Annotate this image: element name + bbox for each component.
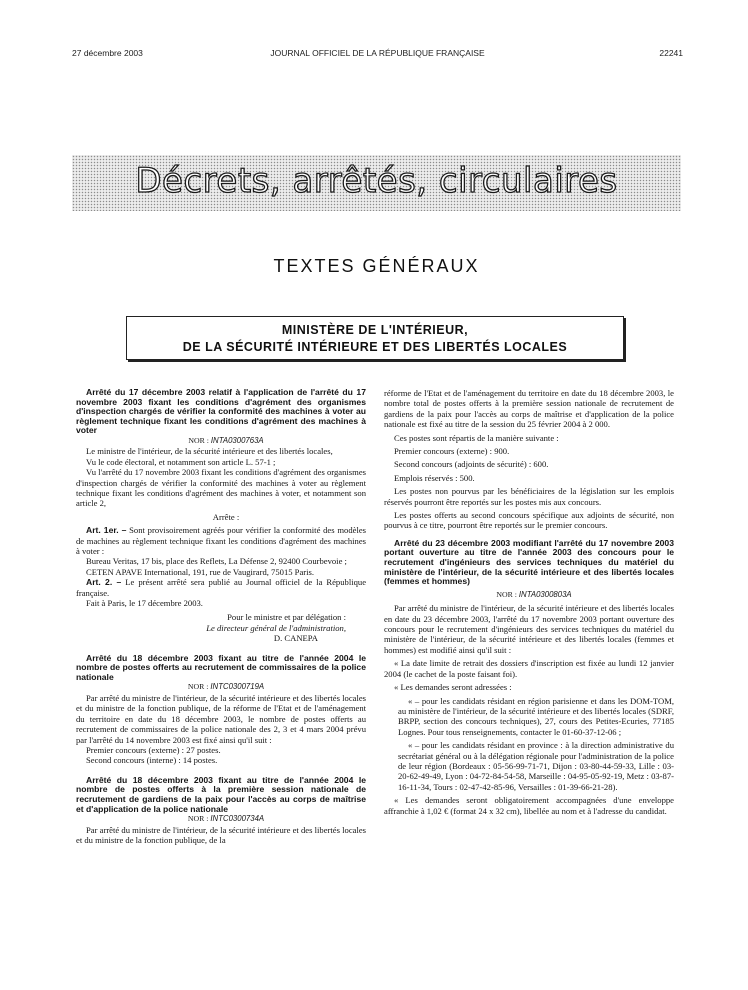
- header-journal-title: JOURNAL OFFICIEL DE LA RÉPUBLIQUE FRANÇAISE: [270, 48, 485, 58]
- paragraph: Les postes offerts au second concours spécifique aux adjoints de sécurité, non pourvus à ce titre, pourront être reportés sur le premier concours.: [384, 510, 674, 531]
- paragraph: Vu l'arrêté du 17 novembre 2003 fixant les conditions d'agrément des organismes d'inspection chargés de vérifier la conformité des machines à voter au règlement technique fixant les conditions d'agrément des machines à voter, et notamment son article 2,: [76, 467, 366, 509]
- paragraph: Second concours (adjoints de sécurité) : 600.: [394, 459, 549, 470]
- nor-code: INTA0300803A: [518, 589, 572, 599]
- signature-name: D. CANEPA: [273, 633, 318, 644]
- article-title: Arrêté du 17 décembre 2003 relatif à l'application de l'arrêté du 17 novembre 2003 fixant les conditions d'agrément des organismes d'inspection chargés de vérifier la conformité des machines à voter au règlement technique fixant les conditions d'agrément des machines à voter: [76, 387, 366, 436]
- paragraph: Par arrêté du ministre de l'intérieur, de la sécurité intérieure et des libertés locales en date du 23 décembre 2003, l'arrêté du 17 novembre 2003 portant ouverture des concours pour le recrutement d'ingénieurs des services techniques du matériel du ministère de l'intérieur, de la sécurité intérieure et des libertés locales (femmes et hommes) est modifié ainsi qu'il suit :: [384, 603, 674, 655]
- article-title: Arrêté du 18 décembre 2003 fixant au titre de l'année 2004 le nombre de postes offerts à la première session nationale de recrutement de gardiens de la paix pour l'accès au corps de maîtrise et d'application de la police nationale: [76, 774, 366, 814]
- paragraph: Ces postes sont répartis de la manière suivante :: [394, 432, 559, 443]
- arrete-label: Arrête :: [212, 511, 240, 522]
- paragraph: Les postes non pourvus par les bénéficiaires de la législation sur les emplois réservés pourront être reportés sur les postes mis aux concours.: [384, 486, 674, 507]
- nor-label: NOR :: [187, 682, 209, 692]
- paragraph: Fait à Paris, le 17 décembre 2003.: [86, 598, 203, 609]
- paragraph: Par arrêté du ministre de l'intérieur, de la sécurité intérieure et des libertés locales et du ministre de la fonction publique, de la: [76, 824, 366, 845]
- paragraph: Emplois réservés : 500.: [394, 472, 475, 483]
- nor-label: NOR :: [188, 435, 209, 445]
- nor-line: [76, 682, 366, 692]
- list-item: « – pour les candidats résidant en province : à la direction administrative du secrétariat général ou à la délégation régionale pour l'administration de la police de leur région (Bordeaux : 05-56-99-71-71, Dijon : 03-80-44-59-33, Lille : 03-20-62-49-49, Lyon : 04-72-84-54-58, Marseille : 04-95-05-92-19, Metz : 03-87-16-11-34, Tours : 02-47-42-85-96, Versailles : 01-39-66-21-28).: [398, 740, 674, 792]
- nor-line: [76, 436, 366, 446]
- paragraph: « Les demandes seront obligatoirement accompagnées d'une enveloppe affranchie à 1,02 € (format 24 x 32 cm), libellée au nom et à l'adresse du candidat.: [384, 795, 674, 816]
- nor-code: INTC0300734A: [210, 814, 265, 824]
- section-heading: TEXTES GÉNÉRAUX: [273, 256, 480, 276]
- header-date: 27 décembre 2003: [72, 48, 143, 58]
- paragraph: CETEN APAVE International, 191, rue de Vaugirard, 75015 Paris.: [86, 566, 315, 577]
- banner-title: Décrets, arrêtés, circulaires: [135, 161, 618, 201]
- nor-line: [384, 590, 674, 600]
- list-item: « – pour les candidats résidant en région parisienne et dans les DOM-TOM, au ministère de l'intérieur, de la sécurité intérieure et des libertés locales (SDRF, BRPP, section des concours techniques), 27, cours des Petites-Ecuries, 77185 Lognes. Pour tous renseignements, contacter le 01-60-37-12-06 ;: [398, 695, 674, 737]
- paragraph: réforme de l'Etat et de l'aménagement du territoire en date du 18 décembre 2003, le nombre total de postes offerts à la première session nationale de recrutement de gardiens de la paix pour l'accès au corps de maîtrise et d'application de la police nationale est fixé au titre de la session du 25 février 2004 à 2 000.: [384, 388, 674, 430]
- paragraph: « La date limite de retrait des dossiers d'inscription est fixée au lundi 12 janvier 2004 (le cachet de la poste faisant foi).: [384, 658, 674, 679]
- paragraph: Vu le code électoral, et notamment son article L. 57-1 ;: [86, 456, 276, 467]
- ministry-line-1: MINISTÈRE DE L'INTÉRIEUR,: [281, 323, 469, 337]
- nor-label: NOR :: [496, 589, 517, 599]
- article-2: [76, 577, 366, 598]
- article-text: Le présent arrêté sera publié au Journal officiel de la République française.: [76, 577, 367, 598]
- paragraph: Bureau Veritas, 17 bis, place des Reflets, La Défense 2, 92400 Courbevoie ;: [86, 556, 347, 567]
- paragraph: Premier concours (externe) : 900.: [394, 446, 510, 457]
- paragraph: Second concours (interne) : 14 postes.: [86, 755, 218, 766]
- signature-title: Le directeur général de l'administration,: [206, 622, 346, 633]
- signature-line: Pour le ministre et par délégation :: [227, 612, 346, 623]
- article-label: Art. 1er. –: [86, 525, 127, 536]
- nor-label: NOR :: [187, 814, 209, 824]
- article-title: Arrêté du 23 décembre 2003 modifiant l'arrêté du 17 novembre 2003 portant ouverture au titre de l'année 2003 des concours pour le recrutement d'ingénieurs des services techniques du matériel du ministère de l'intérieur, de la sécurité intérieure et des libertés locales (femmes et hommes): [384, 537, 674, 587]
- paragraph: Par arrêté du ministre de l'intérieur, de la sécurité intérieure et des libertés locales et du ministre de la fonction publique, de la réforme de l'Etat et de l'aménagement du territoire en date du 18 décembre 2003, le nombre de postes offerts au recrutement de commissaires de la police nationale des 2, 3 et 4 mars 2004 prévu par l'arrêté du 14 novembre 2003 est fixé ainsi qu'il suit :: [76, 692, 366, 745]
- ministry-line-2: DE LA SÉCURITÉ INTÉRIEURE ET DES LIBERTÉS LOCALES: [182, 340, 568, 354]
- nor-line: [76, 814, 366, 824]
- right-column: [384, 388, 674, 819]
- article-1: [76, 525, 366, 556]
- section-banner: [72, 155, 681, 211]
- running-header: [72, 48, 683, 62]
- article-label: Art. 2. –: [86, 577, 122, 588]
- paragraph: Premier concours (externe) : 27 postes.: [86, 744, 221, 755]
- ministry-box: [126, 316, 624, 360]
- paragraph: « Les demandes seront adressées :: [394, 682, 512, 693]
- header-page-number: 22241: [659, 48, 683, 58]
- nor-code: INTC0300719A: [210, 682, 265, 692]
- nor-code: INTA0300763A: [210, 435, 264, 445]
- article-title: Arrêté du 18 décembre 2003 fixant au titre de l'année 2004 le nombre de postes offerts au recrutement de commissaires de la police nationale: [76, 652, 366, 682]
- article-text: Sont provisoirement agréés pour vérifier la conformité des modèles de machines au règlement technique fixant les conditions d'agrément des machines à voter :: [76, 525, 366, 557]
- paragraph: Le ministre de l'intérieur, de la sécurité intérieure et des libertés locales,: [86, 446, 333, 457]
- left-column: [76, 388, 366, 845]
